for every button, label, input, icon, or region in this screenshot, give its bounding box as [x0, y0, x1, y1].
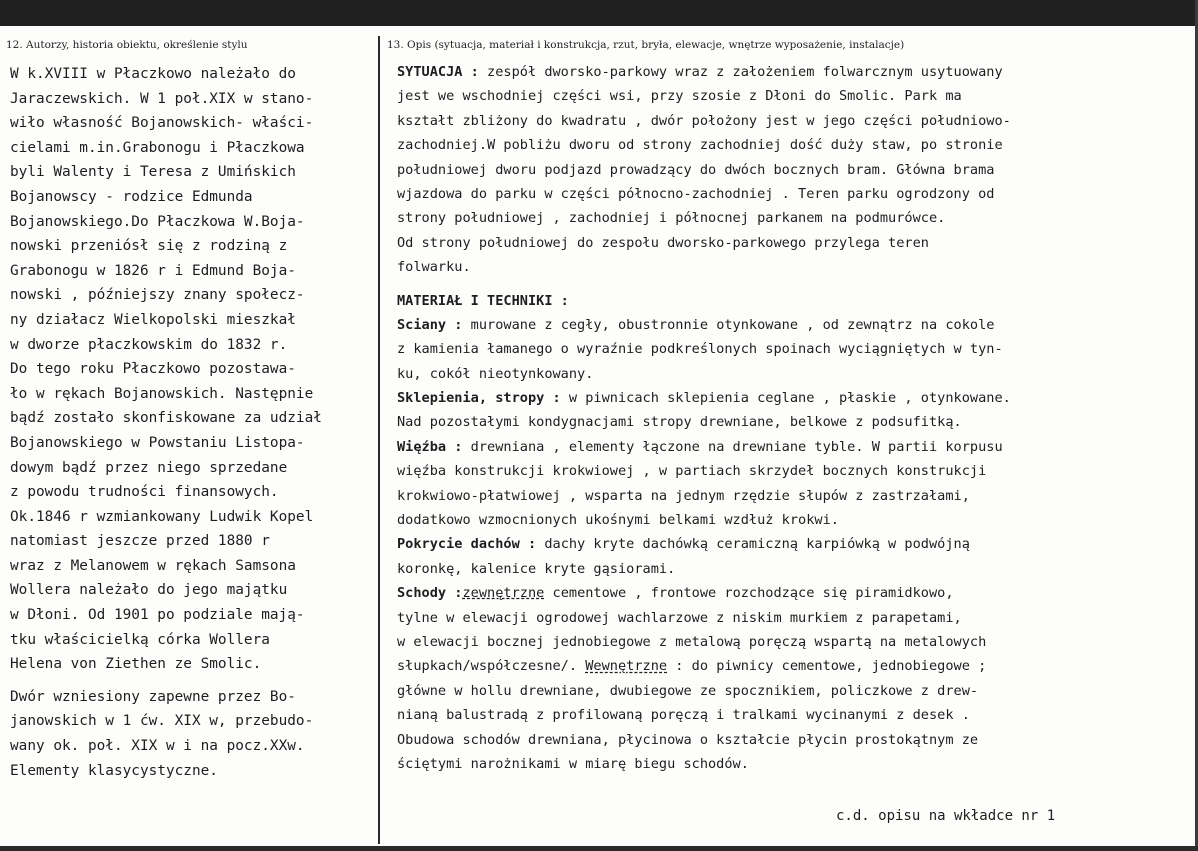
text-line: Helena von Ziethen ze Smolic.	[10, 656, 262, 673]
walls-label: Sciany :	[397, 316, 463, 333]
situation-text: zespół dworsko-parkowy wraz z założeniem folwarcznym usytuowany	[478, 64, 1003, 80]
text-line: Jaraczewskich. W 1 poł.XIX w stano-	[10, 90, 314, 107]
text-line	[397, 60, 1187, 84]
text-line: Ok.1846 r wzmiankowany Ludwik Kopel	[10, 508, 314, 525]
text-line: folwarku.	[397, 259, 471, 276]
history-paragraph-2	[10, 685, 376, 783]
section-13-header: 13. Opis (sytuacja, materiał i konstrukcja, rzut, bryła, elewacje, wnętrze wyposażenie, instalacje)	[387, 39, 905, 51]
text-line: wany ok. poł. XIX w i na pocz.XXw.	[10, 738, 305, 755]
paragraph-gap	[10, 677, 376, 685]
text-line: Grabonogu w 1826 r i Edmund Boja-	[10, 262, 296, 279]
text-line: koronkę, kalenice kryte gąsiorami.	[397, 560, 676, 577]
text-line: ściętymi narożnikami w miarę biegu schodów.	[397, 755, 749, 772]
text-line: Od strony południowej do zespołu dworsko-parkowego przylega teren	[397, 234, 929, 251]
stairs-interior-word: Wewnętrzne	[585, 658, 668, 675]
text-line: natomiast jeszcze przed 1880 r	[10, 533, 270, 550]
text-line: wraz z Melanowem w rękach Samsona	[10, 557, 296, 574]
vaults-text: w piwnicach sklepienia ceglane , płaskie , otynkowane.	[560, 390, 1011, 407]
text-line: Elementy klasycystyczne.	[10, 762, 218, 779]
text-line: ku, cokół nieotynkowany.	[397, 365, 594, 382]
text-line: Obudowa schodów drewniana, płycinowa o kształcie płycin prostokątnym ze	[397, 731, 979, 748]
text-line: Nad pozostałymi kondygnacjami stropy drewniane, belkowe z podsufitką.	[397, 414, 962, 431]
text-line: ło w rękach Bojanowskich. Następnie	[10, 385, 314, 402]
stairs-text: : do piwnicy cementowe, jednobiegowe ;	[667, 658, 987, 675]
walls-section	[397, 313, 1187, 386]
text-line: krokwiowo-płatwiowej , wsparta na jednym rzędzie słupów z zastrzałami,	[397, 487, 970, 504]
text-line: ny działacz Wielkopolski mieszkał	[10, 311, 296, 328]
column-divider	[378, 36, 380, 844]
history-column	[10, 62, 376, 783]
vaults-label: Sklepienia, stropy :	[397, 390, 561, 407]
scan-border-bottom	[0, 846, 1198, 851]
text-line	[397, 313, 1187, 337]
text-line: strony południowej , zachodniej i północnej parkanem na podmurówce.	[397, 210, 946, 227]
text-line: jest we wschodniej części wsi, przy szosie z Dłoni do Smolic. Park ma	[397, 88, 962, 105]
walls-text: murowane z cegły, obustronnie otynkowane , od zewnątrz na cokole	[462, 316, 995, 333]
stairs-exterior-word: zewnętrzne	[462, 585, 545, 602]
roofing-label: Pokrycie dachów :	[397, 536, 537, 553]
text-line: tylne w elewacji ogrodowej wachlarzowe z niskim murkiem z parapetami,	[397, 609, 962, 626]
materials-heading: MATERIAŁ I TECHNIKI :	[397, 292, 569, 309]
text-line: W k.XVIII w Płaczkowo należało do	[10, 66, 296, 82]
text-line: nowski , późniejszy znany społecz-	[10, 287, 305, 304]
text-line: Wollera należało do jego majątku	[10, 582, 288, 599]
text-line: w elewacji bocznej jednobiegowe z metalową poręczą wspartą na metalowych	[397, 633, 987, 650]
text-line: zachodniej.W pobliżu dworu od strony zachodniej dość duży staw, po stronie	[397, 137, 1003, 154]
text-line: bądź zostało skonfiskowane za udział	[10, 410, 322, 427]
text-line	[397, 581, 1187, 605]
roofing-section	[397, 532, 1187, 581]
text-line: cielami m.in.Grabonogu i Płaczkowa	[10, 139, 305, 156]
situation-section	[397, 60, 1187, 280]
text-line	[397, 386, 1187, 410]
text-line	[397, 435, 1187, 459]
truss-section	[397, 435, 1187, 533]
text-line	[397, 654, 1187, 678]
text-line: dodatkowo wzmocnionych ukośnymi belkami wzdłuż krokwi.	[397, 512, 839, 529]
text-line: wiło własność Bojanowskich- właści-	[10, 115, 314, 132]
paragraph-gap	[397, 280, 1187, 289]
text-line: tku właścicielką córka Wollera	[10, 631, 270, 648]
text-line: z kamienia łamanego o wyraźnie podkreślonych spoinach wyciągniętych w tyn-	[397, 341, 1003, 358]
stairs-text: cementowe , frontowe rozchodzące się piramidkowo,	[544, 585, 954, 602]
text-line: Bojanowskiego.Do Płaczkowa W.Boja-	[10, 213, 305, 230]
scan-border-top	[0, 0, 1198, 26]
text-line: nianą balustradą z profilowaną poręczą i tralkami wycinanymi z desek .	[397, 707, 970, 724]
text-line: nowski przeniósł się z rodziną z	[10, 238, 288, 255]
text-line: Bojanowscy - rodzice Edmunda	[10, 188, 253, 205]
text-line: południowej dworu podjazd prowadzący do dwóch bocznych bram. Główna brama	[397, 161, 995, 178]
text-line: Bojanowskiego w Powstaniu Listopa-	[10, 434, 305, 451]
text-line: wjazdowa do parku w części północno-zachodniej . Teren parku ogrodzony od	[397, 185, 995, 202]
stairs-section	[397, 581, 1187, 776]
text-line: więźba konstrukcji krokwiowej , w partiach skrzydeł bocznych konstrukcji	[397, 463, 987, 480]
text-line: z powodu trudności finansowych.	[10, 484, 279, 501]
continuation-note: c.d. opisu na wkładce nr 1	[836, 808, 1056, 824]
text-line: w dworze płaczkowskim do 1832 r.	[10, 336, 288, 353]
description-column	[397, 60, 1187, 776]
history-paragraph-1	[10, 62, 376, 677]
text-line	[397, 532, 1187, 556]
situation-label: SYTUACJA :	[397, 64, 479, 80]
roofing-text: dachy kryte dachówką ceramiczną karpiówką w podwójną	[536, 536, 970, 553]
text-line: byli Walenty i Teresa z Umińskich	[10, 164, 296, 181]
section-12-header: 12. Autorzy, historia obiektu, określenie stylu	[6, 39, 248, 51]
stairs-text: słupkach/współczesne/.	[397, 658, 586, 675]
text-line: w Dłoni. Od 1901 po podziale mają-	[10, 607, 305, 624]
stairs-label: Schody :	[397, 585, 463, 602]
text-line: Dwór wzniesiony zapewne przez Bo-	[10, 688, 296, 705]
text-line: główne w hollu drewniane, dwubiegowe ze spocznikiem, policzkowe z drew-	[397, 682, 979, 699]
truss-label: Więźba :	[397, 438, 463, 455]
text-line: kształt zbliżony do kwadratu , dwór położony jest w jego części południowo-	[397, 112, 1011, 129]
vaults-section	[397, 386, 1187, 435]
text-line: dowym bądź przez niego sprzedane	[10, 459, 288, 476]
text-line: janowskich w 1 ćw. XIX w, przebudo-	[10, 713, 314, 730]
text-line: Do tego roku Płaczkowo pozostawa-	[10, 361, 296, 378]
truss-text: drewniana , elementy łączone na drewniane tyble. W partii korpusu	[462, 438, 1003, 455]
